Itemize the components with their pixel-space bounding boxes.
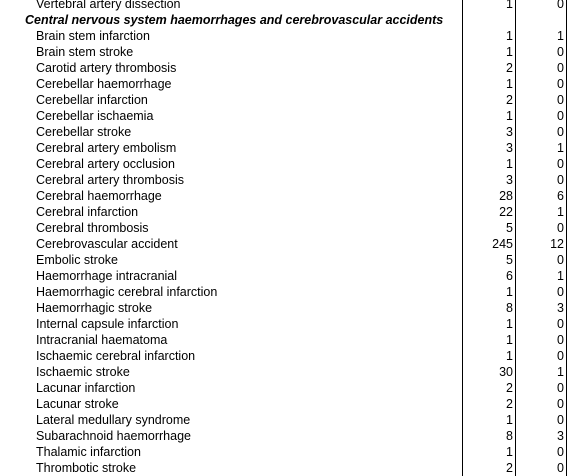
row-value-1: 6 <box>462 268 516 284</box>
row-value-2: 0 <box>516 92 567 108</box>
row-value-2: 1 <box>516 28 567 44</box>
row-value-1: 3 <box>462 140 516 156</box>
table-row <box>22 76 578 92</box>
row-name: Cerebellar haemorrhage <box>36 77 172 91</box>
section-header-row <box>22 12 578 28</box>
row-name: Brain stem infarction <box>36 29 150 43</box>
row-value-1: 1 <box>462 284 516 300</box>
row-value-1: 3 <box>462 124 516 140</box>
row-name: Vertebral artery dissection <box>36 0 181 11</box>
table-row <box>22 140 578 156</box>
table-row <box>22 444 578 460</box>
row-name: Cerebral haemorrhage <box>36 189 162 203</box>
row-value-1: 8 <box>462 300 516 316</box>
table-row <box>22 380 578 396</box>
adverse-events-table <box>22 0 578 476</box>
row-name: Thalamic infarction <box>36 445 141 459</box>
row-value-1: 3 <box>462 172 516 188</box>
table-row <box>22 60 578 76</box>
row-name: Cerebellar ischaemia <box>36 109 154 123</box>
table-row <box>22 268 578 284</box>
row-value-1: 2 <box>462 60 516 76</box>
row-value-1: 1 <box>462 0 516 12</box>
table-row <box>22 236 578 252</box>
row-value-1 <box>462 12 516 28</box>
table-row <box>22 252 578 268</box>
row-value-2: 1 <box>516 204 567 220</box>
row-value-1: 1 <box>462 156 516 172</box>
row-value-2: 0 <box>516 124 567 140</box>
table-row <box>22 172 578 188</box>
table-row <box>22 396 578 412</box>
table-row <box>22 332 578 348</box>
table-row <box>22 204 578 220</box>
row-name: Cerebral infarction <box>36 205 139 219</box>
row-value-1: 2 <box>462 396 516 412</box>
row-value-1: 22 <box>462 204 516 220</box>
row-name: Embolic stroke <box>36 253 118 267</box>
row-value-1: 1 <box>462 316 516 332</box>
row-value-2: 0 <box>516 76 567 92</box>
row-value-2: 0 <box>516 412 567 428</box>
row-value-1: 1 <box>462 444 516 460</box>
table-row <box>22 300 578 316</box>
row-value-2: 12 <box>516 236 567 252</box>
table-row <box>22 348 578 364</box>
row-value-1: 1 <box>462 44 516 60</box>
row-name: Cerebrovascular accident <box>36 237 178 251</box>
row-value-2: 6 <box>516 188 567 204</box>
row-value-2: 0 <box>516 380 567 396</box>
row-name: Lacunar stroke <box>36 397 119 411</box>
row-name: Brain stem stroke <box>36 45 134 59</box>
row-value-2: 0 <box>516 172 567 188</box>
row-value-2: 0 <box>516 348 567 364</box>
table-row <box>22 28 578 44</box>
table-row-partial <box>22 0 578 12</box>
row-value-2: 1 <box>516 268 567 284</box>
row-name: Cerebral artery embolism <box>36 141 177 155</box>
row-value-1: 8 <box>462 428 516 444</box>
row-value-2: 1 <box>516 140 567 156</box>
row-value-2: 0 <box>516 316 567 332</box>
section-title: Central nervous system haemorrhages and cerebrovascular accidents <box>25 13 444 27</box>
row-name: Haemorrhagic stroke <box>36 301 153 315</box>
row-value-2: 0 <box>516 332 567 348</box>
row-name: Ischaemic stroke <box>36 365 130 379</box>
row-value-1: 28 <box>462 188 516 204</box>
row-name: Cerebral thrombosis <box>36 221 149 235</box>
row-name: Cerebellar infarction <box>36 93 148 107</box>
row-value-1: 1 <box>462 76 516 92</box>
row-name: Lacunar infarction <box>36 381 136 395</box>
row-value-1: 1 <box>462 348 516 364</box>
row-name: Haemorrhage intracranial <box>36 269 178 283</box>
row-name: Lateral medullary syndrome <box>36 413 191 427</box>
table-row <box>22 284 578 300</box>
row-value-1: 245 <box>462 236 516 252</box>
table-row <box>22 316 578 332</box>
row-name: Cerebral artery occlusion <box>36 157 175 171</box>
row-value-2: 0 <box>516 220 567 236</box>
row-name: Cerebral artery thrombosis <box>36 173 184 187</box>
row-value-1: 30 <box>462 364 516 380</box>
row-value-1: 2 <box>462 460 516 476</box>
row-name: Carotid artery thrombosis <box>36 61 177 75</box>
table-row <box>22 412 578 428</box>
row-value-2: 3 <box>516 428 567 444</box>
table-row <box>22 92 578 108</box>
row-name: Internal capsule infarction <box>36 317 179 331</box>
table-row <box>22 124 578 140</box>
row-name: Ischaemic cerebral infarction <box>36 349 196 363</box>
row-value-2: 3 <box>516 300 567 316</box>
row-name: Thrombotic stroke <box>36 461 137 475</box>
table-row <box>22 220 578 236</box>
row-name: Cerebellar stroke <box>36 125 132 139</box>
table-row <box>22 44 578 60</box>
row-value-2: 0 <box>516 108 567 124</box>
row-name: Intracranial haematoma <box>36 333 168 347</box>
row-name: Subarachnoid haemorrhage <box>36 429 191 443</box>
row-value-1: 5 <box>462 252 516 268</box>
table-row <box>22 428 578 444</box>
row-name: Haemorrhagic cerebral infarction <box>36 285 218 299</box>
row-value-2 <box>516 12 567 28</box>
row-value-1: 1 <box>462 332 516 348</box>
table-row <box>22 364 578 380</box>
row-value-2: 0 <box>516 44 567 60</box>
row-value-2: 0 <box>516 0 567 12</box>
row-value-2: 0 <box>516 396 567 412</box>
table-row <box>22 188 578 204</box>
row-value-2: 0 <box>516 444 567 460</box>
table-body <box>22 28 578 476</box>
row-value-1: 5 <box>462 220 516 236</box>
row-value-1: 2 <box>462 92 516 108</box>
row-value-1: 1 <box>462 28 516 44</box>
row-value-2: 0 <box>516 60 567 76</box>
table-row <box>22 108 578 124</box>
row-value-1: 2 <box>462 380 516 396</box>
row-value-2: 0 <box>516 156 567 172</box>
row-value-2: 0 <box>516 284 567 300</box>
row-value-2: 0 <box>516 252 567 268</box>
row-value-2: 0 <box>516 460 567 476</box>
row-value-1: 1 <box>462 412 516 428</box>
table-row <box>22 460 578 476</box>
table-row <box>22 156 578 172</box>
row-value-2: 1 <box>516 364 567 380</box>
row-value-1: 1 <box>462 108 516 124</box>
